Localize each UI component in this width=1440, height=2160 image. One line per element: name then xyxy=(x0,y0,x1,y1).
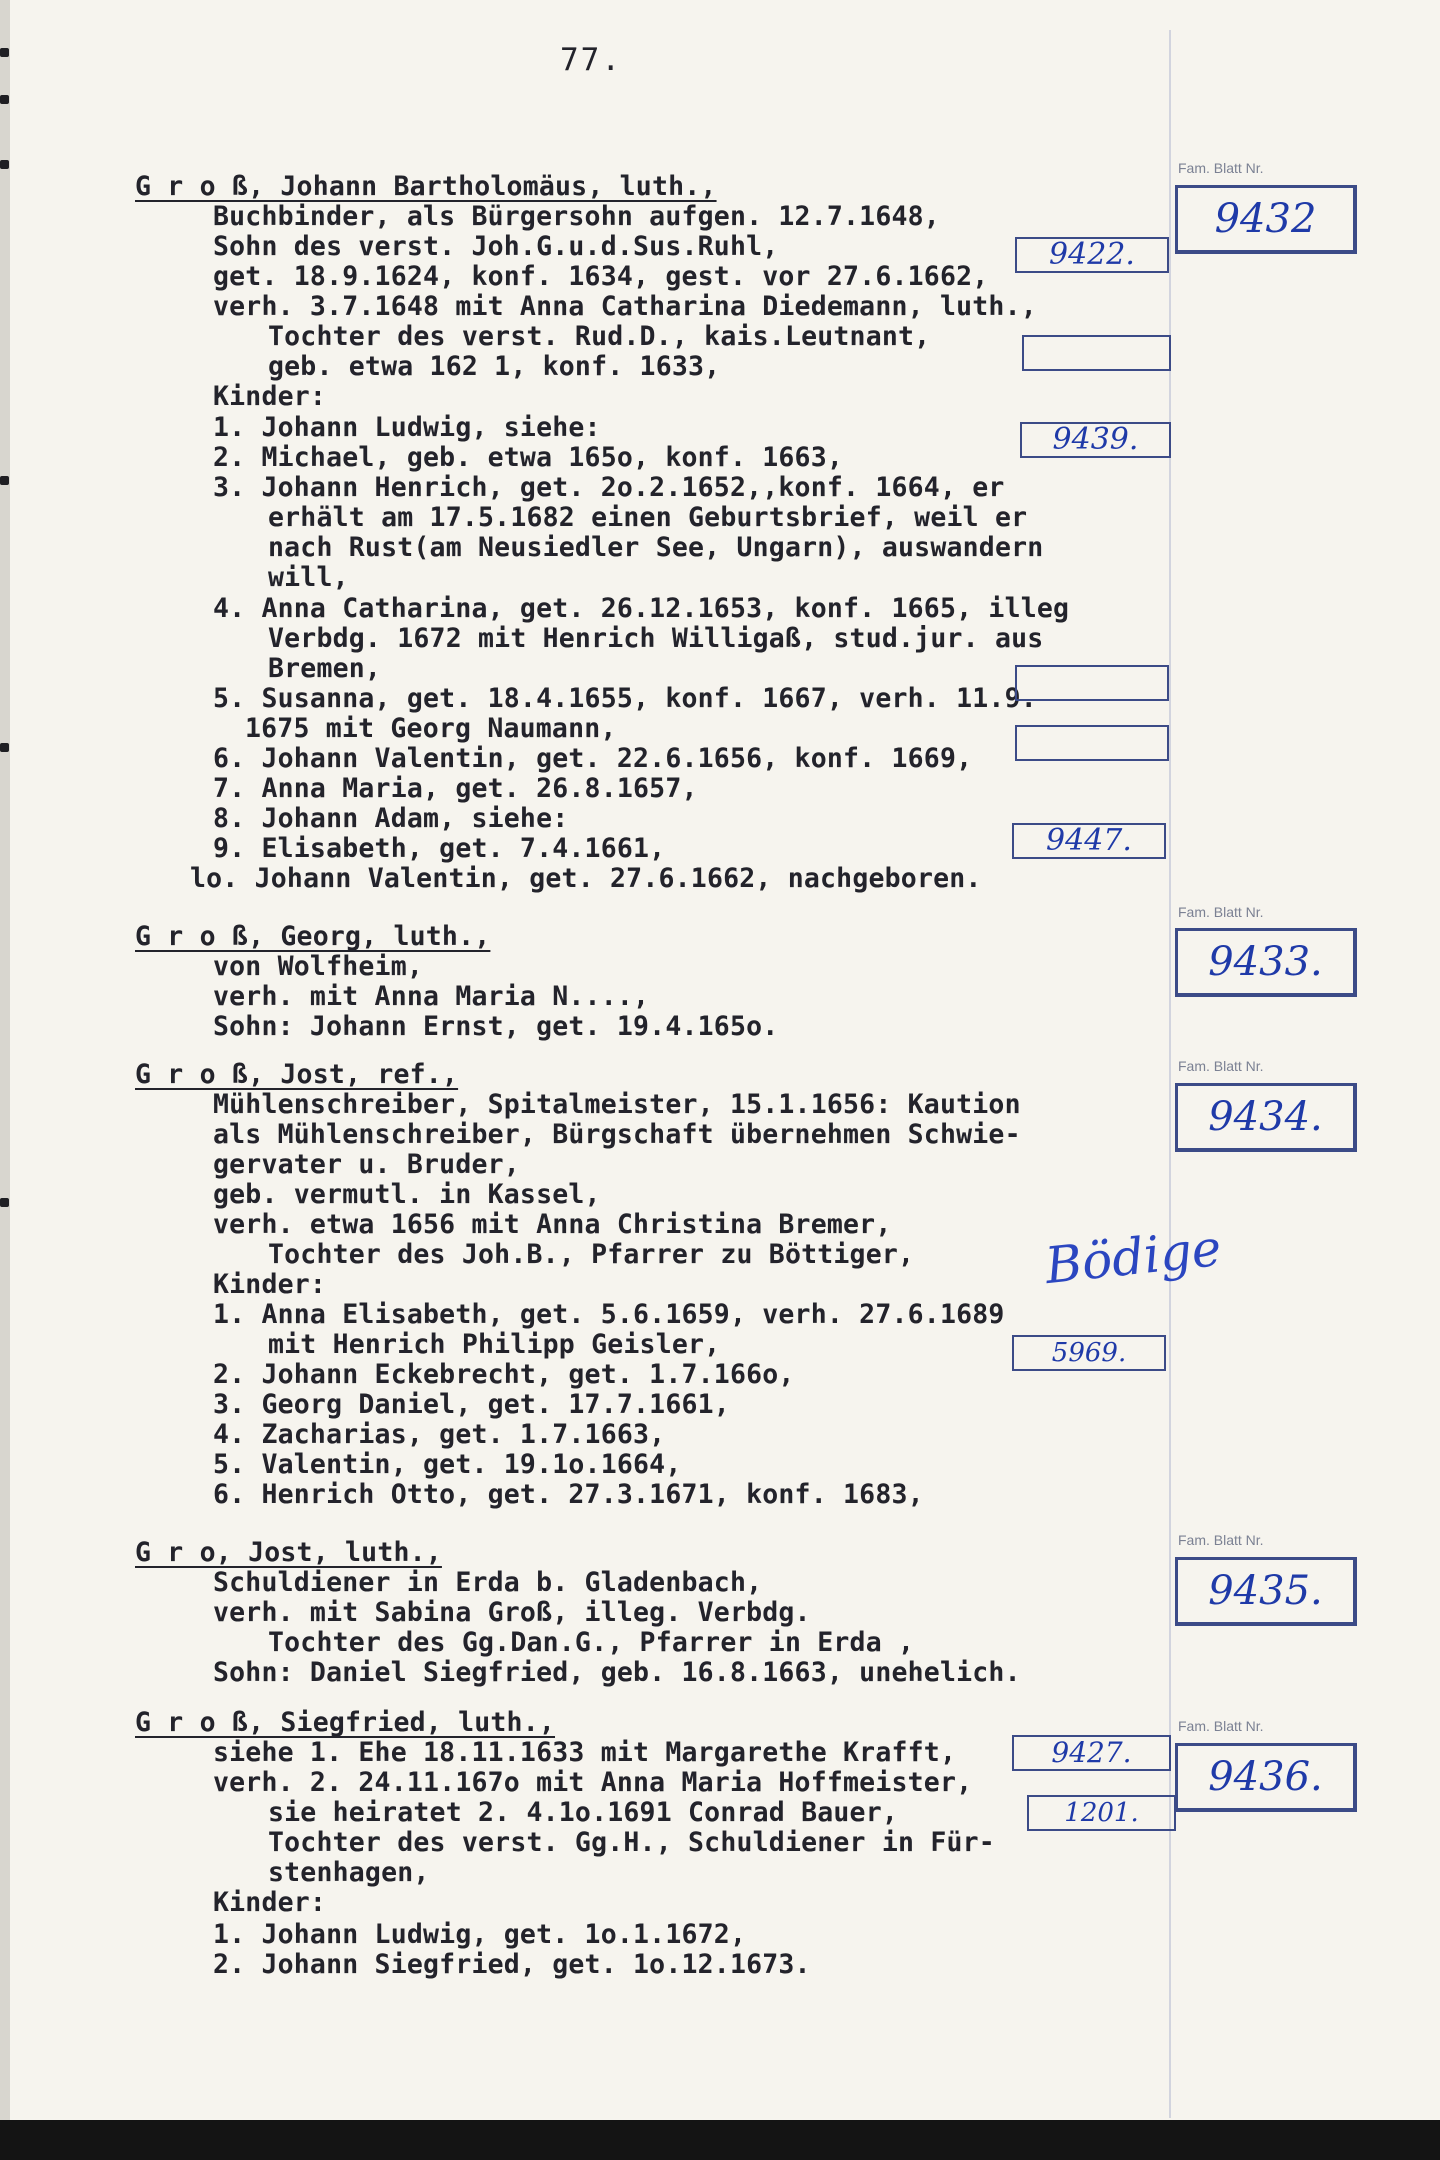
binding-hole xyxy=(0,476,9,485)
text-line: Bremen, xyxy=(268,653,382,684)
text-line: 1675 mit Georg Naumann, xyxy=(245,713,617,744)
text-line: Kinder: xyxy=(213,1269,327,1300)
text-line: verh. 2. 24.11.167o mit Anna Maria Hoffmeister, xyxy=(213,1767,973,1798)
text-line: 2. Johann Eckebrecht, get. 1.7.166o, xyxy=(213,1359,795,1390)
fam-sheet-label: Fam. Blatt Nr. xyxy=(1178,160,1264,176)
reference-box: 9422. xyxy=(1015,237,1169,273)
fam-sheet-number-box: 9436. xyxy=(1175,1743,1357,1812)
text-line: Sohn des verst. Joh.G.u.d.Sus.Ruhl, xyxy=(213,231,779,262)
text-line: von Wolfheim, xyxy=(213,951,424,982)
text-line: Tochter des Joh.B., Pfarrer zu Böttiger, xyxy=(268,1239,915,1270)
entry-heading: G r o ß, Johann Bartholomäus, luth., xyxy=(135,171,717,202)
text-line: verh. mit Anna Maria N...., xyxy=(213,981,650,1012)
text-line: will, xyxy=(268,562,349,593)
text-line: 2. Michael, geb. etwa 165o, konf. 1663, xyxy=(213,442,844,473)
fam-sheet-label: Fam. Blatt Nr. xyxy=(1178,1058,1264,1074)
binding-hole xyxy=(0,160,9,169)
entry-heading: G r o, Jost, luth., xyxy=(135,1537,442,1568)
text-line: gervater u. Bruder, xyxy=(213,1149,520,1180)
text-line: 4. Anna Catharina, get. 26.12.1653, konf. 1665, illeg xyxy=(213,593,1070,624)
text-line: als Mühlenschreiber, Bürgschaft übernehmen Schwie- xyxy=(213,1119,1021,1150)
text-line: 1. Anna Elisabeth, get. 5.6.1659, verh. 27.6.1689 xyxy=(213,1299,1005,1330)
text-line: Verbdg. 1672 mit Henrich Willigaß, stud.jur. aus xyxy=(268,623,1044,654)
text-line: sie heiratet 2. 4.1o.1691 Conrad Bauer, xyxy=(268,1797,899,1828)
text-line: Mühlenschreiber, Spitalmeister, 15.1.1656: Kaution xyxy=(213,1089,1021,1120)
page-number: 77. xyxy=(560,42,622,78)
scan-bottom-border xyxy=(0,2120,1440,2160)
text-line: 1. Johann Ludwig, siehe: xyxy=(213,412,601,443)
text-line: 9. Elisabeth, get. 7.4.1661, xyxy=(213,833,666,864)
text-line: 8. Johann Adam, siehe: xyxy=(213,803,569,834)
text-line: 3. Georg Daniel, get. 17.7.1661, xyxy=(213,1389,730,1420)
text-line: 2. Johann Siegfried, get. 1o.12.1673. xyxy=(213,1949,811,1980)
text-line: 1. Johann Ludwig, get. 1o.1.1672, xyxy=(213,1919,747,1950)
reference-box-empty xyxy=(1015,725,1169,761)
entry-heading: G r o ß, Siegfried, luth., xyxy=(135,1707,556,1738)
fam-sheet-number-box: 9435. xyxy=(1175,1557,1357,1626)
text-line: verh. mit Sabina Groß, illeg. Verbdg. xyxy=(213,1597,811,1628)
text-line: siehe 1. Ehe 18.11.1633 mit Margarethe Krafft, xyxy=(213,1737,957,1768)
text-line: get. 18.9.1624, konf. 1634, gest. vor 27.6.1662, xyxy=(213,261,989,292)
text-line: mit Henrich Philipp Geisler, xyxy=(268,1329,721,1360)
text-line: 5. Susanna, get. 18.4.1655, konf. 1667, verh. 11.9. xyxy=(213,683,1037,714)
scan-left-edge xyxy=(0,0,10,2160)
text-line: Tochter des Gg.Dan.G., Pfarrer in Erda , xyxy=(268,1627,915,1658)
binding-hole xyxy=(0,95,9,104)
binding-hole xyxy=(0,743,9,752)
binding-hole xyxy=(0,48,9,57)
text-line: 6. Henrich Otto, get. 27.3.1671, konf. 1683, xyxy=(213,1479,924,1510)
text-line: Tochter des verst. Gg.H., Schuldiener in Für- xyxy=(268,1827,995,1858)
text-line: nach Rust(am Neusiedler See, Ungarn), auswandern xyxy=(268,532,1044,563)
text-line: verh. etwa 1656 mit Anna Christina Bremer, xyxy=(213,1209,892,1240)
reference-box-empty xyxy=(1015,665,1169,701)
text-line: Kinder: xyxy=(213,381,327,412)
fam-sheet-label: Fam. Blatt Nr. xyxy=(1178,904,1264,920)
text-line: 5. Valentin, get. 19.1o.1664, xyxy=(213,1449,682,1480)
reference-box: 9427. xyxy=(1012,1735,1171,1771)
text-line: stenhagen, xyxy=(268,1857,430,1888)
fam-sheet-label: Fam. Blatt Nr. xyxy=(1178,1532,1264,1548)
reference-box: 9439. xyxy=(1020,422,1171,458)
fam-sheet-number-box: 9434. xyxy=(1175,1083,1357,1152)
binding-hole xyxy=(0,1198,9,1207)
handwritten-annotation: Bödige xyxy=(1042,1218,1225,1296)
fam-sheet-number-box: 9433. xyxy=(1175,928,1357,997)
text-line: Schuldiener in Erda b. Gladenbach, xyxy=(213,1567,763,1598)
text-line: 4. Zacharias, get. 1.7.1663, xyxy=(213,1419,666,1450)
text-line: geb. vermutl. in Kassel, xyxy=(213,1179,601,1210)
entry-heading: G r o ß, Georg, luth., xyxy=(135,921,491,952)
text-line: erhält am 17.5.1682 einen Geburtsbrief, weil er xyxy=(268,502,1028,533)
text-line: Sohn: Daniel Siegfried, geb. 16.8.1663, unehelich. xyxy=(213,1657,1021,1688)
text-line: Buchbinder, als Bürgersohn aufgen. 12.7.1648, xyxy=(213,201,940,232)
text-line: Tochter des verst. Rud.D., kais.Leutnant, xyxy=(268,321,931,352)
fam-sheet-label: Fam. Blatt Nr. xyxy=(1178,1718,1264,1734)
text-line: lo. Johann Valentin, get. 27.6.1662, nachgeboren. xyxy=(190,863,982,894)
fam-sheet-number-box: 9432 xyxy=(1175,185,1357,254)
reference-box: 9447. xyxy=(1012,823,1166,859)
text-line: geb. etwa 162 1, konf. 1633, xyxy=(268,351,721,382)
text-line: 7. Anna Maria, get. 26.8.1657, xyxy=(213,773,698,804)
text-line: Sohn: Johann Ernst, get. 19.4.165o. xyxy=(213,1011,779,1042)
text-line: 3. Johann Henrich, get. 2o.2.1652,,konf. 1664, er xyxy=(213,472,1005,503)
reference-box: 5969. xyxy=(1012,1335,1166,1371)
text-line: verh. 3.7.1648 mit Anna Catharina Diedemann, luth., xyxy=(213,291,1037,322)
text-line: 6. Johann Valentin, get. 22.6.1656, konf. 1669, xyxy=(213,743,973,774)
text-line: Kinder: xyxy=(213,1887,327,1918)
reference-box-empty xyxy=(1022,335,1171,371)
reference-box: 1201. xyxy=(1027,1795,1176,1831)
entry-heading: G r o ß, Jost, ref., xyxy=(135,1059,459,1090)
